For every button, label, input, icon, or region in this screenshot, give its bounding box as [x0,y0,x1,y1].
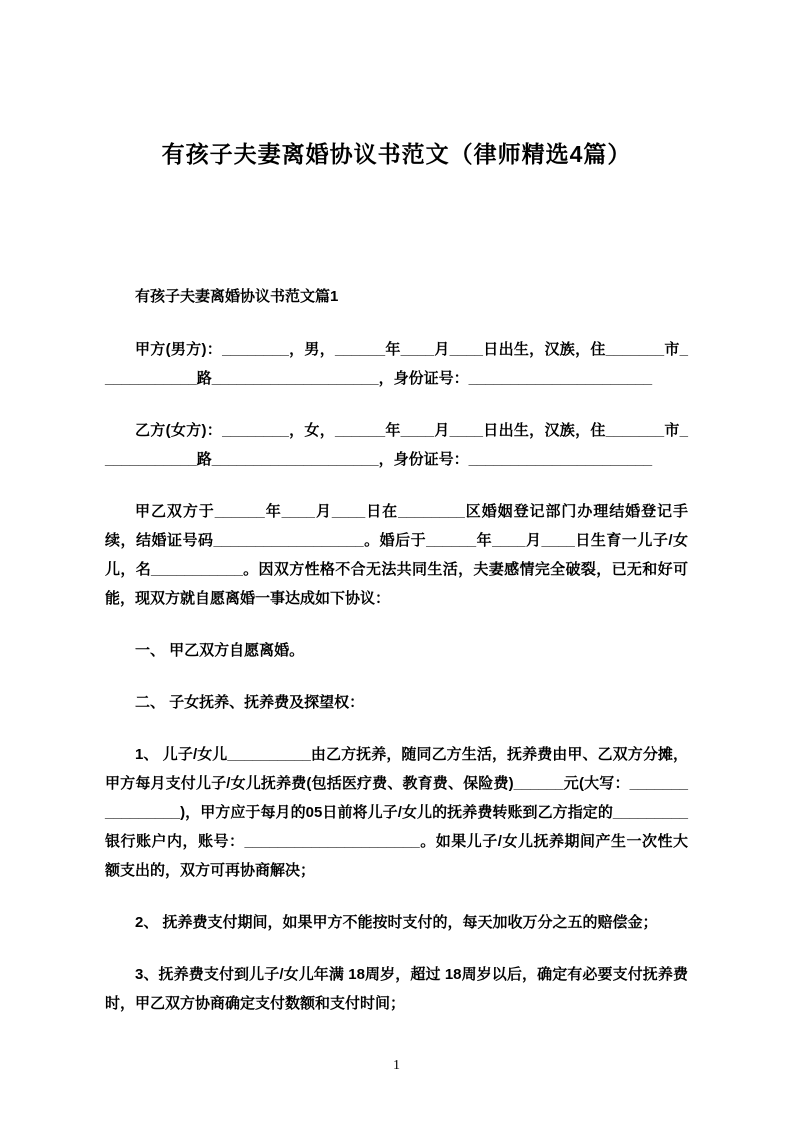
paragraph-party-b: 乙方(女方)：________，女，______年____月____日出生，汉族，住_______市____________路____________________，身份证号：______________________ [105,422,688,468]
page-number: 1 [393,1058,400,1073]
section-heading: 有孩子夫妻离婚协议书范文篇1 [135,288,339,305]
document-title: 有孩子夫妻离婚协议书范文（律师精选4篇） [161,141,632,167]
paragraph-party-a: 甲方(男方)：________，男，______年____月____日出生，汉族，住_______市____________路____________________，身份证号：______________________ [105,341,688,387]
clause-1-voluntary-divorce: 一、 甲乙双方自愿离婚。 [135,642,305,659]
paragraph-marriage-info: 甲乙双方于______年____月____日在________区婚姻登记部门办理结婚登记手续，结婚证号码__________________。婚后于______年____月____日生育一儿子/女儿，名___________。因双方性格不合无法共同生活，夫妻感情完全破裂，已无和好可能，现双方就自愿离婚一事达成如下协议： [105,503,688,607]
custody-item-1: 1、 儿子/女儿__________由乙方抚养，随同乙方生活，抚养费由甲、乙双方分摊，甲方每月支付儿子/女儿抚养费(包括医疗费、教育费、保险费)______元(大写：________________)，甲方应于每月的05日前将儿子/女儿的抚养费转账到乙方指定的_________银行账户内，账号：_____________________。如果儿子/女儿抚养期间产生一次性大额支出的，双方可再协商解决； [105,746,688,879]
custody-item-3: 3、抚养费支付到儿子/女儿年满 18周岁，超过 18周岁以后，确定有必要支付抚养费时，甲乙双方协商确定支付数额和支付时间； [105,966,688,1012]
custody-item-2: 2、 抚养费支付期间，如果甲方不能按时支付的，每天加收万分之五的赔偿金； [135,914,658,931]
clause-2-custody-heading: 二、 子女抚养、抚养费及探望权： [135,694,365,711]
